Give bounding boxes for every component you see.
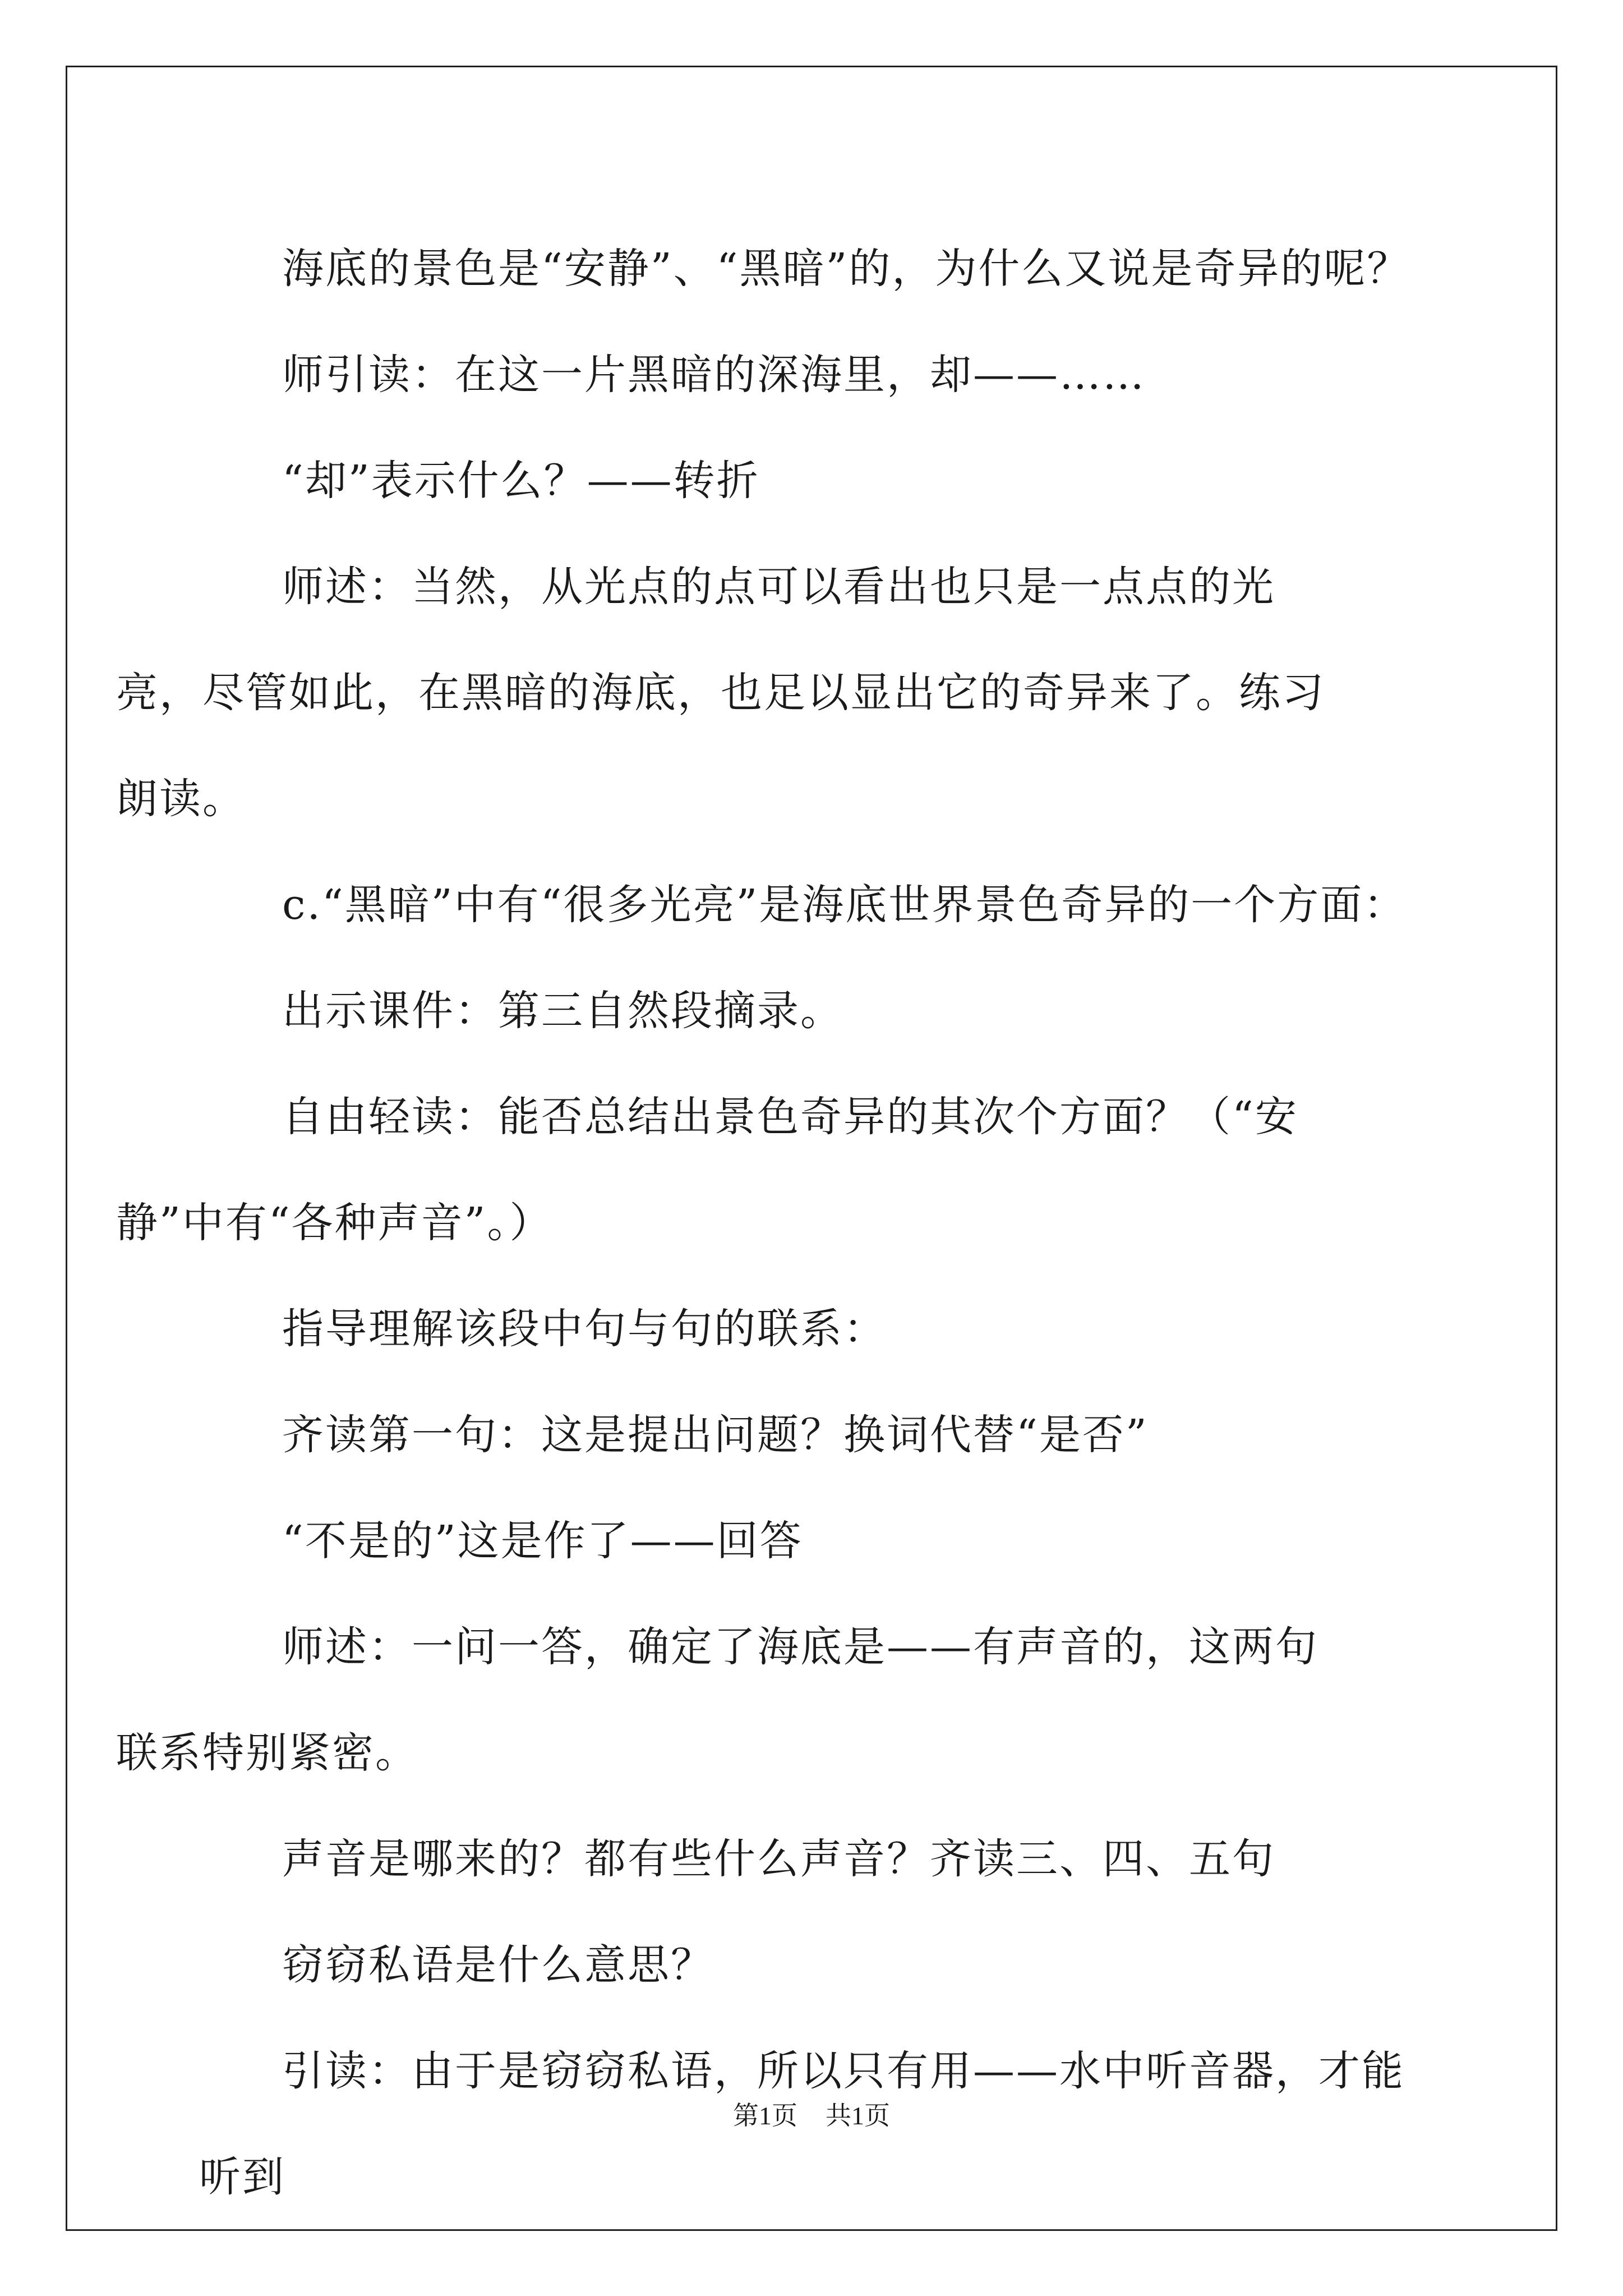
paragraph: 师述：一问一答，确定了海底是——有声音的，这两句联系特别紧密。: [116, 1623, 1318, 1777]
paragraph: c.“黑暗”中有“很多光亮”是海底世界景色奇异的一个方面：: [282, 881, 1407, 929]
paragraph: 声音是哪来的？都有些什么声音？齐读三、四、五句: [282, 1835, 1275, 1883]
paragraph: 引读：由于是窃窃私语，所以只有用——水中听音器，才能听到: [199, 2047, 1405, 2201]
paragraph: 窃窃私语是什么意思？: [282, 1941, 714, 1989]
paragraph: 师引读：在这一片黑暗的深海里，却——……: [282, 351, 1146, 399]
paragraph: 海底的景色是“安静”、“黑暗”的，为什么又说是奇异的呢？: [282, 245, 1410, 293]
page-count: 共1页: [826, 2101, 890, 2130]
paragraph: “却”表示什么？——转折: [282, 457, 760, 505]
document-body: [116, 216, 1444, 2230]
paragraph: “不是的”这是作了——回答: [282, 1517, 803, 1565]
paragraph: 师述：当然，从光点的点可以看出也只是一点点的光亮，尽管如此，在黑暗的海底，也足以显出它的奇异来了。练习朗读。: [116, 563, 1325, 823]
paragraph: 指导理解该段中句与句的联系：: [282, 1305, 887, 1353]
page-footer: [0, 2095, 1623, 2132]
paragraph: 齐读第一句：这是提出问题？换词代替“是否”: [282, 1411, 1149, 1459]
page-number: 第1页: [733, 2101, 797, 2130]
paragraph: 自由轻读：能否总结出景色奇异的其次个方面？（“安静”中有“各种声音”。）: [116, 1093, 1298, 1247]
paragraph: 出示课件：第三自然段摘录。: [282, 987, 843, 1035]
